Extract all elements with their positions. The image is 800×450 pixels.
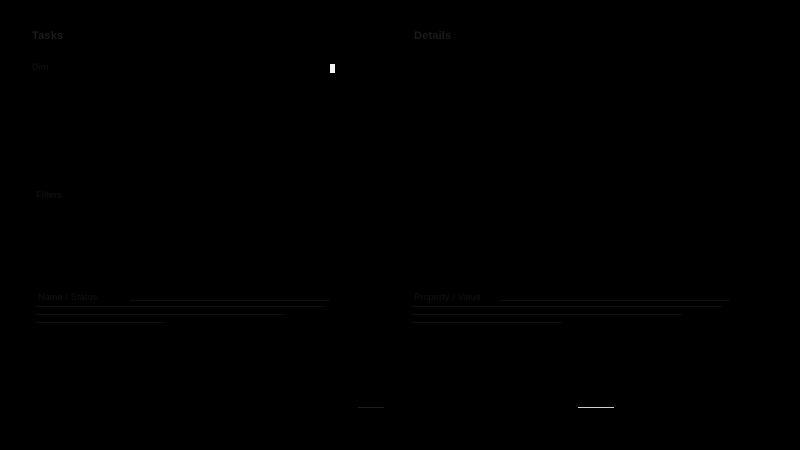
- right-table-row-rule-3: [412, 322, 562, 323]
- right-column-title: Details: [414, 30, 452, 42]
- left-column-title: Tasks: [32, 30, 64, 42]
- left-table-row-rule-2: [130, 300, 330, 301]
- left-table-row-rule-3: [36, 322, 166, 323]
- left-table-row-rule-1: [36, 314, 286, 315]
- footer-right-marker: [578, 407, 614, 408]
- right-table-header: Property / Value: [414, 292, 482, 302]
- left-column-section-label: Filters: [36, 190, 62, 200]
- text-cursor: [330, 64, 335, 73]
- footer-left-marker: [358, 407, 384, 408]
- left-table-header: Name / Status: [38, 292, 98, 302]
- right-table-divider: [412, 306, 722, 307]
- left-table-divider: [36, 306, 326, 307]
- right-table-row-rule-1: [500, 300, 730, 301]
- right-table-row-rule-2: [412, 314, 682, 315]
- left-column-subtitle: Dim: [32, 62, 49, 72]
